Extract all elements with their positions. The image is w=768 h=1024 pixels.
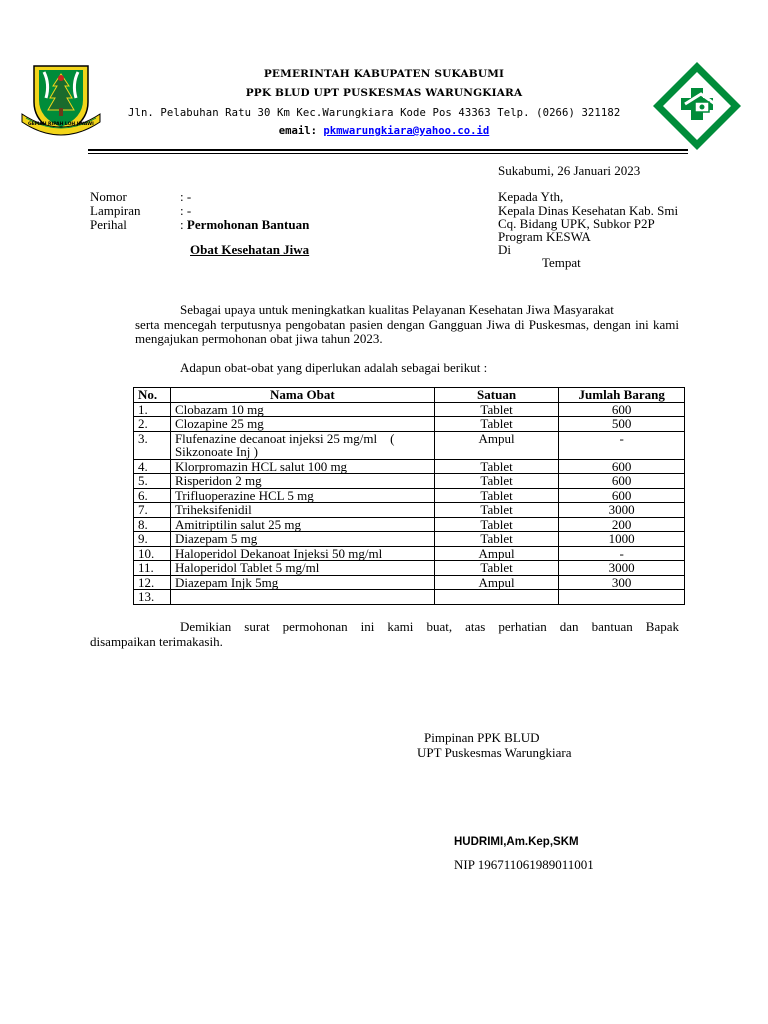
letterhead-email — [0, 125, 768, 137]
paragraph-intro-line1: Sebagai upaya untuk meningkatkan kualitas Pelayanan Kesehatan Jiwa Masyarakat — [180, 302, 614, 317]
nomor-value: : - — [180, 189, 192, 204]
table-row — [134, 517, 685, 532]
cell-nama: Diazepam Injk 5mg — [170, 575, 434, 590]
logo-motto: GEMAH RIPAH LOH JINAWI — [28, 122, 94, 127]
cell-nama: Diazepam 5 mg — [170, 532, 434, 547]
letterhead-institution: PPK BLUD UPT PUSKESMAS WARUNGKIARA — [245, 87, 523, 99]
cell-nama: Risperidon 2 mg — [170, 474, 434, 489]
cell-no: 7. — [134, 503, 171, 518]
cell-satuan: Tablet — [434, 532, 559, 547]
cell-no: 11. — [134, 561, 171, 576]
paragraph-closing — [90, 620, 679, 649]
paragraph-closing-line1: Demikian surat permohonan ini kami buat, atas perhatian dan bantuan Bapak — [180, 619, 679, 634]
table-row — [134, 459, 685, 474]
cell-no: 9. — [134, 532, 171, 547]
cell-nama: Klorpromazin HCL salut 100 mg — [170, 459, 434, 474]
table-row — [134, 532, 685, 547]
table-header-row — [134, 388, 685, 403]
table-row — [134, 417, 685, 432]
perihal-line2: Obat Kesehatan Jiwa — [190, 242, 310, 257]
cell-jumlah — [559, 590, 685, 605]
cell-nama: Haloperidol Tablet 5 mg/ml — [170, 561, 434, 576]
cell-no: 4. — [134, 459, 171, 474]
cell-jumlah: 600 — [559, 488, 685, 503]
cell-no: 2. — [134, 417, 171, 432]
cell-nama: Clobazam 10 mg — [170, 402, 434, 417]
signature-nip: NIP 196711061989011001 — [454, 857, 594, 872]
cell-jumlah: 3000 — [559, 561, 685, 576]
letterhead-divider-thin — [88, 153, 688, 154]
table-row — [134, 431, 685, 459]
letterhead-address: Jln. Pelabuhan Ratu 30 Km Kec.Warungkiara Kode Pos 43363 Telp. (0266) 321182 — [128, 107, 621, 119]
cell-satuan: Tablet — [434, 561, 559, 576]
recipient-line5: Di — [498, 242, 511, 257]
cell-nama-line2: Sikzonoate Inj ) — [174, 444, 258, 459]
cell-no: 13. — [134, 590, 171, 605]
cell-satuan: Ampul — [434, 546, 559, 561]
nomor-label: Nomor — [90, 189, 127, 204]
drug-table — [133, 387, 685, 605]
table-row — [134, 474, 685, 489]
cell-jumlah: 3000 — [559, 503, 685, 518]
cell-nama — [170, 590, 434, 605]
cell-nama: Trifluoperazine HCL 5 mg — [170, 488, 434, 503]
header-jumlah: Jumlah Barang — [559, 388, 685, 403]
cell-jumlah: - — [559, 431, 685, 459]
cell-no: 10. — [134, 546, 171, 561]
header-satuan: Satuan — [434, 388, 559, 403]
perihal-text: Permohonan Bantuan — [186, 217, 310, 232]
lampiran-label: Lampiran — [90, 203, 141, 218]
cell-nama — [170, 431, 434, 459]
letterhead-divider-thick — [88, 149, 688, 151]
cell-jumlah: 200 — [559, 517, 685, 532]
cell-no: 8. — [134, 517, 171, 532]
cell-satuan: Tablet — [434, 402, 559, 417]
table-row — [134, 402, 685, 417]
cell-jumlah: - — [559, 546, 685, 561]
place-date: Sukabumi, 26 Januari 2023 — [498, 163, 641, 178]
cell-nama: Amitriptilin salut 25 mg — [170, 517, 434, 532]
recipient-line1: Kepada Yth, — [498, 189, 564, 204]
email-link[interactable]: pkmwarungkiara@yahoo.co.id — [323, 125, 490, 137]
cell-satuan: Tablet — [434, 517, 559, 532]
cell-nama: Triheksifenidil — [170, 503, 434, 518]
email-label: email: — [278, 125, 318, 137]
cell-satuan: Tablet — [434, 474, 559, 489]
paragraph-intro — [135, 303, 679, 347]
table-row — [134, 503, 685, 518]
cell-satuan: Tablet — [434, 488, 559, 503]
cell-satuan: Ampul — [434, 431, 559, 459]
paragraph-list-intro: Adapun obat-obat yang diperlukan adalah sebagai berikut : — [180, 360, 488, 375]
paragraph-intro-rest: serta mencegah terputusnya pengobatan pasien dengan Gangguan Jiwa di Puskesmas, dengan ini kami mengajukan permohonan obat jiwa tahun 2023. — [135, 316, 679, 346]
cell-jumlah: 500 — [559, 417, 685, 432]
lampiran-value: : - — [180, 203, 192, 218]
signature-name: HUDRIMI,Am.Kep,SKM — [454, 836, 579, 848]
perihal-value — [180, 218, 309, 232]
cell-nama: Clozapine 25 mg — [170, 417, 434, 432]
cell-no: 3. — [134, 431, 171, 459]
recipient-line3: Cq. Bidang UPK, Subkor P2P — [498, 216, 655, 231]
table-row — [134, 546, 685, 561]
paragraph-closing-rest: disampaikan terimakasih. — [90, 633, 223, 649]
perihal-prefix: : — [180, 217, 187, 232]
table-row — [134, 561, 685, 576]
cell-satuan: Ampul — [434, 575, 559, 590]
cell-jumlah: 300 — [559, 575, 685, 590]
recipient-line6: Tempat — [542, 255, 581, 270]
cell-no: 5. — [134, 474, 171, 489]
table-row — [134, 575, 685, 590]
cell-no: 6. — [134, 488, 171, 503]
cell-nama: Haloperidol Dekanoat Injeksi 50 mg/ml — [170, 546, 434, 561]
cell-satuan — [434, 590, 559, 605]
perihal-label: Perihal — [90, 217, 127, 232]
cell-satuan: Tablet — [434, 503, 559, 518]
cell-jumlah: 600 — [559, 402, 685, 417]
cell-nama-line1: Flufenazine decanoat injeksi 25 mg/ml ( — [174, 430, 395, 446]
table-row — [134, 590, 685, 605]
signature-title1: Pimpinan PPK BLUD — [424, 730, 540, 745]
letterhead-government: PEMERINTAH KABUPATEN SUKABUMI — [263, 68, 505, 80]
cell-satuan: Tablet — [434, 459, 559, 474]
cell-no: 1. — [134, 402, 171, 417]
cell-jumlah: 600 — [559, 459, 685, 474]
recipient-line4: Program KESWA — [498, 229, 591, 244]
header-no: No. — [134, 388, 171, 403]
header-nama-obat: Nama Obat — [170, 388, 434, 403]
cell-jumlah: 1000 — [559, 532, 685, 547]
cell-no: 12. — [134, 575, 171, 590]
cell-satuan: Tablet — [434, 417, 559, 432]
recipient-line2: Kepala Dinas Kesehatan Kab. Smi — [498, 203, 679, 218]
signature-title2: UPT Puskesmas Warungkiara — [417, 745, 572, 760]
cell-jumlah: 600 — [559, 474, 685, 489]
table-row — [134, 488, 685, 503]
